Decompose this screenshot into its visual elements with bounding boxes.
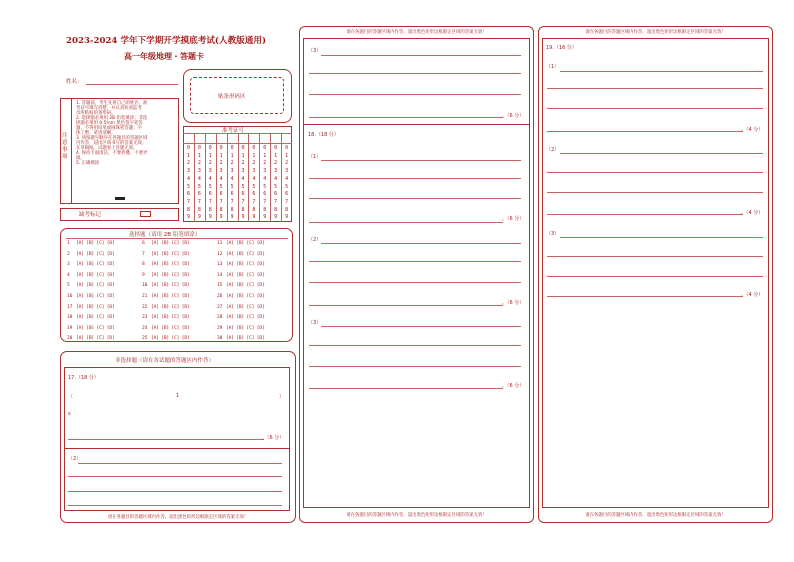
mc-question-row[interactable] — [142, 294, 190, 299]
mc-title-rule — [66, 238, 288, 239]
mc-options[interactable]: [A] [B] [C] [D] — [226, 336, 265, 341]
mc-question-number: 24 — [142, 325, 148, 331]
digit-bubble[interactable]: 6 — [208, 191, 212, 198]
mc-options[interactable]: [A] [B] [C] [D] — [151, 336, 190, 341]
digit-bubble[interactable]: 3 — [197, 168, 201, 175]
digit-bubble[interactable]: 7 — [274, 198, 278, 205]
mc-question-row[interactable] — [142, 336, 190, 341]
digit-bubble[interactable]: 7 — [186, 198, 190, 205]
digit-bubble[interactable]: 5 — [263, 183, 267, 190]
q19-sub1-line-3[interactable] — [547, 108, 763, 109]
digit-bubble[interactable]: 8 — [219, 206, 223, 213]
digit-bubble[interactable]: 3 — [208, 168, 212, 175]
digit-bubble[interactable]: 6 — [219, 191, 223, 198]
digit-bubble[interactable]: 0 — [186, 145, 190, 151]
q19-sub2: （2） — [546, 147, 560, 153]
digit-bubble[interactable]: 2 — [230, 160, 234, 167]
q17-answer-line[interactable] — [68, 439, 264, 440]
digit-bubble[interactable]: 0 — [274, 145, 278, 151]
mc-question-row[interactable] — [217, 273, 265, 278]
digit-bubble[interactable]: 9 — [197, 214, 201, 221]
digit-bubble[interactable]: 3 — [263, 168, 267, 175]
digit-bubble[interactable]: 6 — [274, 191, 278, 198]
q17-header: 17.（18 分） — [68, 375, 99, 381]
q17-q18-divider — [303, 124, 530, 125]
digit-bubble[interactable]: 0 — [241, 145, 245, 151]
notice-item: 5. 正确填涂 — [76, 161, 100, 166]
digit-bubble[interactable]: 3 — [230, 168, 234, 175]
notice-item: 2. 选择题必须用 2B 铅笔填涂；非选 — [76, 116, 148, 121]
q19-sub3-line-4[interactable] — [547, 296, 743, 297]
mc-options[interactable]: [A] [B] [C] [D] — [226, 241, 265, 246]
digit-bubble[interactable]: 7 — [252, 198, 256, 205]
notice-side-label: 注意事项 — [62, 133, 68, 160]
mc-options[interactable]: [A] [B] [C] [D] — [76, 304, 115, 310]
q18-sub1-line-2[interactable] — [309, 178, 521, 179]
notice-item: 1. 答题前，考生先将自己的姓名、准 — [76, 101, 148, 106]
filled-example — [115, 197, 125, 200]
digit-bubble[interactable]: 1 — [274, 152, 278, 159]
mc-question-number: 4 — [67, 272, 70, 278]
digit-bubble[interactable]: 4 — [274, 175, 278, 182]
digit-bubble[interactable]: 6 — [197, 191, 201, 198]
mc-question-row[interactable] — [142, 273, 190, 278]
mc-question-number: 13 — [217, 262, 223, 267]
digit-bubble[interactable]: 5 — [197, 183, 201, 190]
digit-bubble[interactable]: 8 — [252, 206, 256, 213]
digit-bubble[interactable]: 5 — [219, 183, 223, 190]
mc-options[interactable]: [A] [B] [C] [D] — [76, 262, 115, 267]
digit-bubble[interactable]: 0 — [219, 145, 223, 151]
digit-bubble[interactable]: 6 — [241, 191, 245, 198]
exam-number-label: 准考证号 — [222, 128, 245, 134]
q19-sub3-score: 。（4 分） — [741, 292, 764, 298]
mc-question-row[interactable] — [217, 252, 265, 257]
mc-question-number: 7 — [142, 251, 145, 257]
absent-checkbox[interactable] — [140, 211, 151, 217]
q18-header: 18.（18 分） — [308, 132, 339, 138]
digit-bubble[interactable]: 4 — [263, 175, 267, 182]
digit-bubble[interactable]: 4 — [197, 175, 201, 182]
absent-box — [60, 208, 179, 221]
mc-question-number: 15 — [217, 283, 223, 288]
digit-bubble[interactable]: 4 — [230, 175, 234, 182]
digit-bubble[interactable]: 1 — [241, 152, 245, 159]
digit-bubble[interactable]: 0 — [230, 145, 234, 151]
digit-bubble[interactable]: 7 — [285, 198, 289, 205]
q18-sub1: （1） — [308, 154, 322, 160]
notice-item: 破。 — [76, 156, 85, 161]
digit-bubble[interactable]: 6 — [263, 191, 267, 198]
q17-sub2: （2） — [68, 456, 82, 462]
q18-sub3-line-4[interactable] — [309, 388, 503, 389]
digit-bubble[interactable]: 2 — [186, 160, 190, 167]
mc-question-number: 12 — [217, 251, 223, 257]
q19-sub1-score: 。（4 分） — [741, 127, 764, 133]
digit-bubble[interactable]: 1 — [219, 152, 223, 159]
digit-bubble[interactable]: 1 — [197, 152, 201, 159]
digit-bubble[interactable]: 5 — [230, 183, 234, 190]
mc-question-row[interactable] — [67, 252, 115, 257]
digit-bubble[interactable]: 6 — [230, 191, 234, 198]
absent-label: 缺考标记 — [79, 212, 102, 218]
mc-question-number: 16 — [67, 294, 73, 299]
mc-question-row[interactable] — [217, 294, 265, 299]
digit-bubble[interactable]: 4 — [285, 175, 289, 182]
right-top-notice: 请在各题目的答题区域内作答，超出黑色矩形边框限定区域的答案无效！ — [585, 30, 726, 35]
digit-bubble[interactable]: 5 — [208, 183, 212, 190]
q19-sub2-score: 。（4 分） — [741, 210, 764, 216]
mc-question-number: 19 — [67, 325, 73, 331]
mc-question-row[interactable] — [217, 262, 265, 267]
q17-sub2-line-4[interactable] — [68, 505, 282, 506]
mc-question-number: 14 — [217, 272, 223, 278]
digit-bubble[interactable]: 8 — [230, 206, 234, 213]
q18-sub2: （2） — [308, 237, 322, 243]
digit-bubble[interactable]: 0 — [197, 145, 201, 151]
q17-sub2-line-2[interactable] — [68, 476, 282, 477]
card-subtitle: 高一年级地理・答题卡 — [124, 51, 204, 61]
q17-sub3-line-3[interactable] — [309, 94, 521, 95]
name-field[interactable] — [86, 84, 178, 85]
exam-title: 2023-2024 学年下学期开学摸底考试(人教版通用) — [66, 36, 267, 46]
q19-sub2-line-4[interactable] — [547, 214, 743, 215]
digit-bubble[interactable]: 5 — [285, 183, 289, 190]
q18-sub2-score: 。（6 分） — [502, 300, 525, 306]
q18-sub1-line-3[interactable] — [309, 198, 521, 199]
name-label: 姓名： — [66, 79, 83, 85]
digit-bubble[interactable]: 5 — [274, 183, 278, 190]
digit-bubble[interactable]: 0 — [263, 145, 267, 151]
q18-sub3: （3） — [308, 320, 322, 326]
digit-bubble[interactable]: 9 — [274, 214, 278, 221]
digit-bubble[interactable]: 1 — [186, 152, 190, 159]
q18-sub3-score: 。（6 分） — [502, 383, 525, 389]
digit-bubble[interactable]: 1 — [208, 152, 212, 159]
q19-header: 19.（16 分） — [546, 45, 577, 51]
mc-question-number: 10 — [142, 283, 148, 288]
digit-bubble[interactable]: 8 — [263, 206, 267, 213]
middle-top-notice: 请在各题目的答题区域内作答，超出黑色矩形边框限定区域的答案无效！ — [346, 30, 487, 35]
middle-answer-box — [303, 38, 530, 508]
mc-question-row[interactable] — [67, 283, 115, 288]
q17-paren-close: ） — [279, 394, 285, 400]
q19-sub3-line-2[interactable] — [547, 256, 763, 257]
mc-question-number: 8 — [142, 262, 145, 267]
mc-question-number: 2 — [67, 251, 70, 257]
non-choice-title: 非选择题（请在各试题的答题区内作答） — [115, 358, 215, 364]
digit-bubble[interactable]: 6 — [186, 191, 190, 198]
digit-bubble[interactable]: 2 — [252, 160, 256, 167]
mc-question-row[interactable] — [217, 336, 265, 341]
notice-list — [76, 101, 180, 166]
q19-sub3-line-1[interactable] — [560, 237, 763, 238]
q19-sub1: （1） — [546, 64, 560, 70]
mc-question-number: 25 — [142, 336, 148, 341]
digit-bubble[interactable]: 3 — [274, 168, 278, 175]
mc-title: 选择题（请用 2B 铅笔填涂） — [129, 232, 201, 238]
q19-sub2-line-2[interactable] — [547, 172, 763, 173]
digit-bubble[interactable]: 4 — [186, 175, 190, 182]
mc-options[interactable]: [A] [B] [C] [D] — [151, 315, 190, 320]
digit-bubble[interactable]: 7 — [263, 198, 267, 205]
q19-sub1-line-2[interactable] — [547, 88, 763, 89]
digit-bubble[interactable]: 6 — [252, 191, 256, 198]
mc-options[interactable]: [A] [B] [C] [D] — [226, 304, 265, 310]
digit-bubble[interactable]: 7 — [208, 198, 212, 205]
mc-options[interactable]: [A] [B] [C] [D] — [151, 251, 190, 257]
mc-question-row[interactable] — [142, 305, 190, 310]
mc-question-row[interactable] — [217, 326, 265, 331]
q17-sub2-line-1[interactable] — [78, 463, 282, 464]
digit-bubble[interactable]: 8 — [208, 206, 212, 213]
q18-sub3-line-3[interactable] — [309, 366, 521, 367]
barcode-area-label: 贴条形码区 — [218, 94, 246, 100]
mc-options[interactable]: [A] [B] [C] [D] — [76, 241, 115, 246]
mc-question-row[interactable] — [142, 315, 190, 320]
digit-bubble[interactable]: 2 — [263, 160, 267, 167]
digit-bubble[interactable]: 0 — [285, 145, 289, 151]
mc-question-number: 5 — [67, 283, 70, 288]
digit-bubble[interactable]: 9 — [208, 214, 212, 221]
q17-mark: s — [68, 411, 71, 417]
digit-bubble[interactable]: 2 — [208, 160, 212, 167]
middle-bottom-notice: 请在各题目的答题区域内作答，超出黑色矩形边框限定区域的答案无效！ — [346, 513, 487, 518]
mc-options[interactable]: [A] [B] [C] [D] — [226, 283, 265, 288]
mc-question-row[interactable] — [67, 294, 115, 299]
digit-bubble[interactable]: 5 — [252, 183, 256, 190]
mc-question-number: 21 — [142, 294, 148, 299]
digit-bubble[interactable]: 4 — [241, 175, 245, 182]
mc-options[interactable]: [A] [B] [C] [D] — [151, 304, 190, 310]
q17-sub2-line-3[interactable] — [68, 491, 282, 492]
q19-sub3: （3） — [546, 231, 560, 237]
mc-question-number: 28 — [217, 315, 223, 320]
mc-question-number: 3 — [67, 262, 70, 267]
mc-options[interactable]: [A] [B] [C] [D] — [76, 272, 115, 278]
mc-options[interactable]: [A] [B] [C] [D] — [151, 241, 190, 246]
mc-options[interactable]: [A] [B] [C] [D] — [76, 283, 115, 288]
notice-item: 3. 请按题号顺序在各题目的答题区域 — [76, 136, 148, 141]
mc-question-row[interactable] — [142, 241, 190, 246]
digit-bubble[interactable]: 3 — [186, 168, 190, 175]
mc-question-row[interactable] — [217, 305, 265, 310]
mc-options[interactable]: [A] [B] [C] [D] — [226, 262, 265, 267]
mc-question-row[interactable] — [67, 273, 115, 278]
digit-bubble[interactable]: 4 — [208, 175, 212, 182]
notice-item: 内作答，超出区域书写的答案无效； — [76, 141, 147, 146]
mc-question-row[interactable] — [67, 241, 115, 246]
mc-options[interactable]: [A] [B] [C] [D] — [226, 325, 265, 331]
digit-bubble[interactable]: 7 — [219, 198, 223, 205]
digit-bubble[interactable]: 2 — [285, 160, 289, 167]
mc-options[interactable]: [A] [B] [C] [D] — [151, 294, 190, 299]
digit-bubble[interactable]: 1 — [263, 152, 267, 159]
q17-paren-open: （ — [68, 394, 74, 400]
mc-question-number: 23 — [142, 315, 148, 320]
q19-sub2-line-3[interactable] — [547, 192, 763, 193]
left-bottom-notice: 请在各题目的答题区域内作答，超出黑色矩形边框限定区域的答案无效！ — [107, 515, 249, 520]
digit-bubble[interactable]: 9 — [285, 214, 289, 221]
q17-divider — [64, 448, 290, 449]
notice-item: 题，不得用铅笔或圆珠笔答题；字 — [76, 126, 142, 131]
digit-bubble[interactable]: 0 — [208, 145, 212, 151]
digit-bubble[interactable]: 9 — [263, 214, 267, 221]
notice-item: 考证号填写清楚，并认真检查监考 — [76, 106, 142, 111]
mc-question-number: 9 — [142, 272, 145, 278]
q17-sub3-line-1[interactable] — [321, 55, 521, 56]
notice-item: 员所粘贴的条形码。 — [76, 111, 116, 116]
digit-bubble[interactable]: 1 — [230, 152, 234, 159]
digit-bubble[interactable]: 2 — [241, 160, 245, 167]
digit-bubble[interactable]: 2 — [219, 160, 223, 167]
digit-bubble[interactable]: 0 — [252, 145, 256, 151]
q18-sub1-line-4[interactable] — [309, 222, 503, 223]
digit-bubble[interactable]: 9 — [219, 214, 223, 221]
digit-bubble[interactable]: 8 — [241, 206, 245, 213]
mc-options[interactable]: [A] [B] [C] [D] — [151, 272, 190, 278]
digit-bubble[interactable]: 2 — [197, 160, 201, 167]
mc-options[interactable]: [A] [B] [C] [D] — [226, 315, 265, 320]
right-bottom-notice: 请在各题目的答题区域内作答，超出黑色矩形边框限定区域的答案无效！ — [585, 513, 726, 518]
mc-question-row[interactable] — [67, 305, 115, 310]
mc-question-number: 1 — [67, 241, 70, 246]
digit-bubble[interactable]: 4 — [219, 175, 223, 182]
mc-options[interactable]: [A] [B] [C] [D] — [76, 294, 115, 299]
q18-sub1-line-1[interactable] — [321, 160, 521, 161]
digit-bubble[interactable]: 5 — [186, 183, 190, 190]
mc-question-number: 26 — [217, 294, 223, 299]
q17-sub3: （3） — [308, 48, 322, 54]
q19-sub1-line-4[interactable] — [547, 131, 743, 132]
digit-bubble[interactable]: 7 — [241, 198, 245, 205]
digit-bubble[interactable]: 8 — [274, 206, 278, 213]
digit-bubble[interactable]: 4 — [252, 175, 256, 182]
digit-bubble[interactable]: 3 — [219, 168, 223, 175]
mc-question-row[interactable] — [67, 326, 115, 331]
mc-options[interactable]: [A] [B] [C] [D] — [151, 325, 190, 331]
mc-options[interactable]: [A] [B] [C] [D] — [76, 336, 115, 341]
digit-bubble[interactable]: 9 — [252, 214, 256, 221]
q18-sub3-line-2[interactable] — [309, 345, 521, 346]
mc-options[interactable]: [A] [B] [C] [D] — [226, 294, 265, 299]
mc-question-number: 29 — [217, 325, 223, 331]
q18-sub1-score: 。（6 分） — [502, 216, 525, 222]
mc-question-number: 18 — [67, 315, 73, 320]
q17-sub3-line-4[interactable] — [309, 117, 503, 118]
mc-question-row[interactable] — [142, 252, 190, 257]
q18-sub2-line-2[interactable] — [309, 261, 521, 262]
mc-question-number: 30 — [217, 336, 223, 341]
mc-question-row[interactable] — [217, 283, 265, 288]
q19-sub2-line-1[interactable] — [560, 153, 763, 154]
mc-question-number: 11 — [217, 241, 223, 246]
mc-question-number: 27 — [217, 304, 223, 310]
notice-item: 体工整、笔迹清晰。 — [76, 131, 116, 136]
mc-question-row[interactable] — [67, 262, 115, 267]
q18-sub3-line-1[interactable] — [321, 326, 521, 327]
mc-question-number: 6 — [142, 241, 145, 246]
mc-question-number: 22 — [142, 304, 148, 310]
digit-bubble[interactable]: 3 — [241, 168, 245, 175]
digit-bubble[interactable]: 9 — [186, 214, 190, 221]
q19-sub1-line-1[interactable] — [560, 71, 763, 72]
mc-question-number: 20 — [67, 336, 73, 341]
q18-sub2-line-4[interactable] — [309, 305, 503, 306]
digit-bubble[interactable]: 1 — [285, 152, 289, 159]
mc-question-row[interactable] — [67, 336, 115, 341]
q18-sub2-line-1[interactable] — [321, 243, 521, 244]
digit-bubble[interactable]: 6 — [285, 191, 289, 198]
q17-score: 。（6 分） — [262, 435, 285, 441]
mc-options[interactable]: [A] [B] [C] [D] — [226, 251, 265, 257]
mc-options[interactable]: [A] [B] [C] [D] — [76, 251, 115, 257]
notice-item: 4. 保持卡面清洁，不要折叠、不要弄 — [76, 151, 148, 156]
digit-bubble[interactable]: 8 — [197, 206, 201, 213]
mc-options[interactable]: [A] [B] [C] [D] — [76, 315, 115, 320]
q17-sub3-line-2[interactable] — [309, 73, 521, 74]
notice-item: 在草稿纸、试题卷上答题无效。 — [76, 146, 138, 151]
mc-options[interactable]: [A] [B] [C] [D] — [151, 283, 190, 288]
digit-bubble[interactable]: 7 — [230, 198, 234, 205]
mc-question-row[interactable] — [217, 315, 265, 320]
mc-options[interactable]: [A] [B] [C] [D] — [151, 262, 190, 267]
mc-question-row[interactable] — [142, 326, 190, 331]
digit-bubble[interactable]: 9 — [230, 214, 234, 221]
digit-bubble[interactable]: 8 — [186, 206, 190, 213]
q18-sub2-line-3[interactable] — [309, 282, 521, 283]
mc-question-number: 17 — [67, 304, 73, 310]
digit-bubble[interactable]: 2 — [274, 160, 278, 167]
mc-question-row[interactable] — [142, 283, 190, 288]
q19-sub3-line-3[interactable] — [547, 276, 763, 277]
notice-item: 择题必须用 0.5mm 黑色签字笔答 — [76, 121, 143, 126]
mc-question-row[interactable] — [142, 262, 190, 267]
mc-options[interactable]: [A] [B] [C] [D] — [76, 325, 115, 331]
digit-bubble[interactable]: 1 — [252, 152, 256, 159]
digit-bubble[interactable]: 5 — [241, 183, 245, 190]
q17-paren-mid: 1 — [176, 393, 180, 399]
mc-options[interactable]: [A] [B] [C] [D] — [226, 272, 265, 278]
mc-question-row[interactable] — [217, 241, 265, 246]
digit-bubble[interactable]: 8 — [285, 206, 289, 213]
mc-question-row[interactable] — [67, 315, 115, 320]
digit-bubble[interactable]: 3 — [252, 168, 256, 175]
q17-sub3-score: 。（6 分） — [502, 113, 525, 119]
digit-bubble[interactable]: 3 — [285, 168, 289, 175]
digit-bubble[interactable]: 9 — [241, 214, 245, 221]
digit-bubble[interactable]: 7 — [197, 198, 201, 205]
